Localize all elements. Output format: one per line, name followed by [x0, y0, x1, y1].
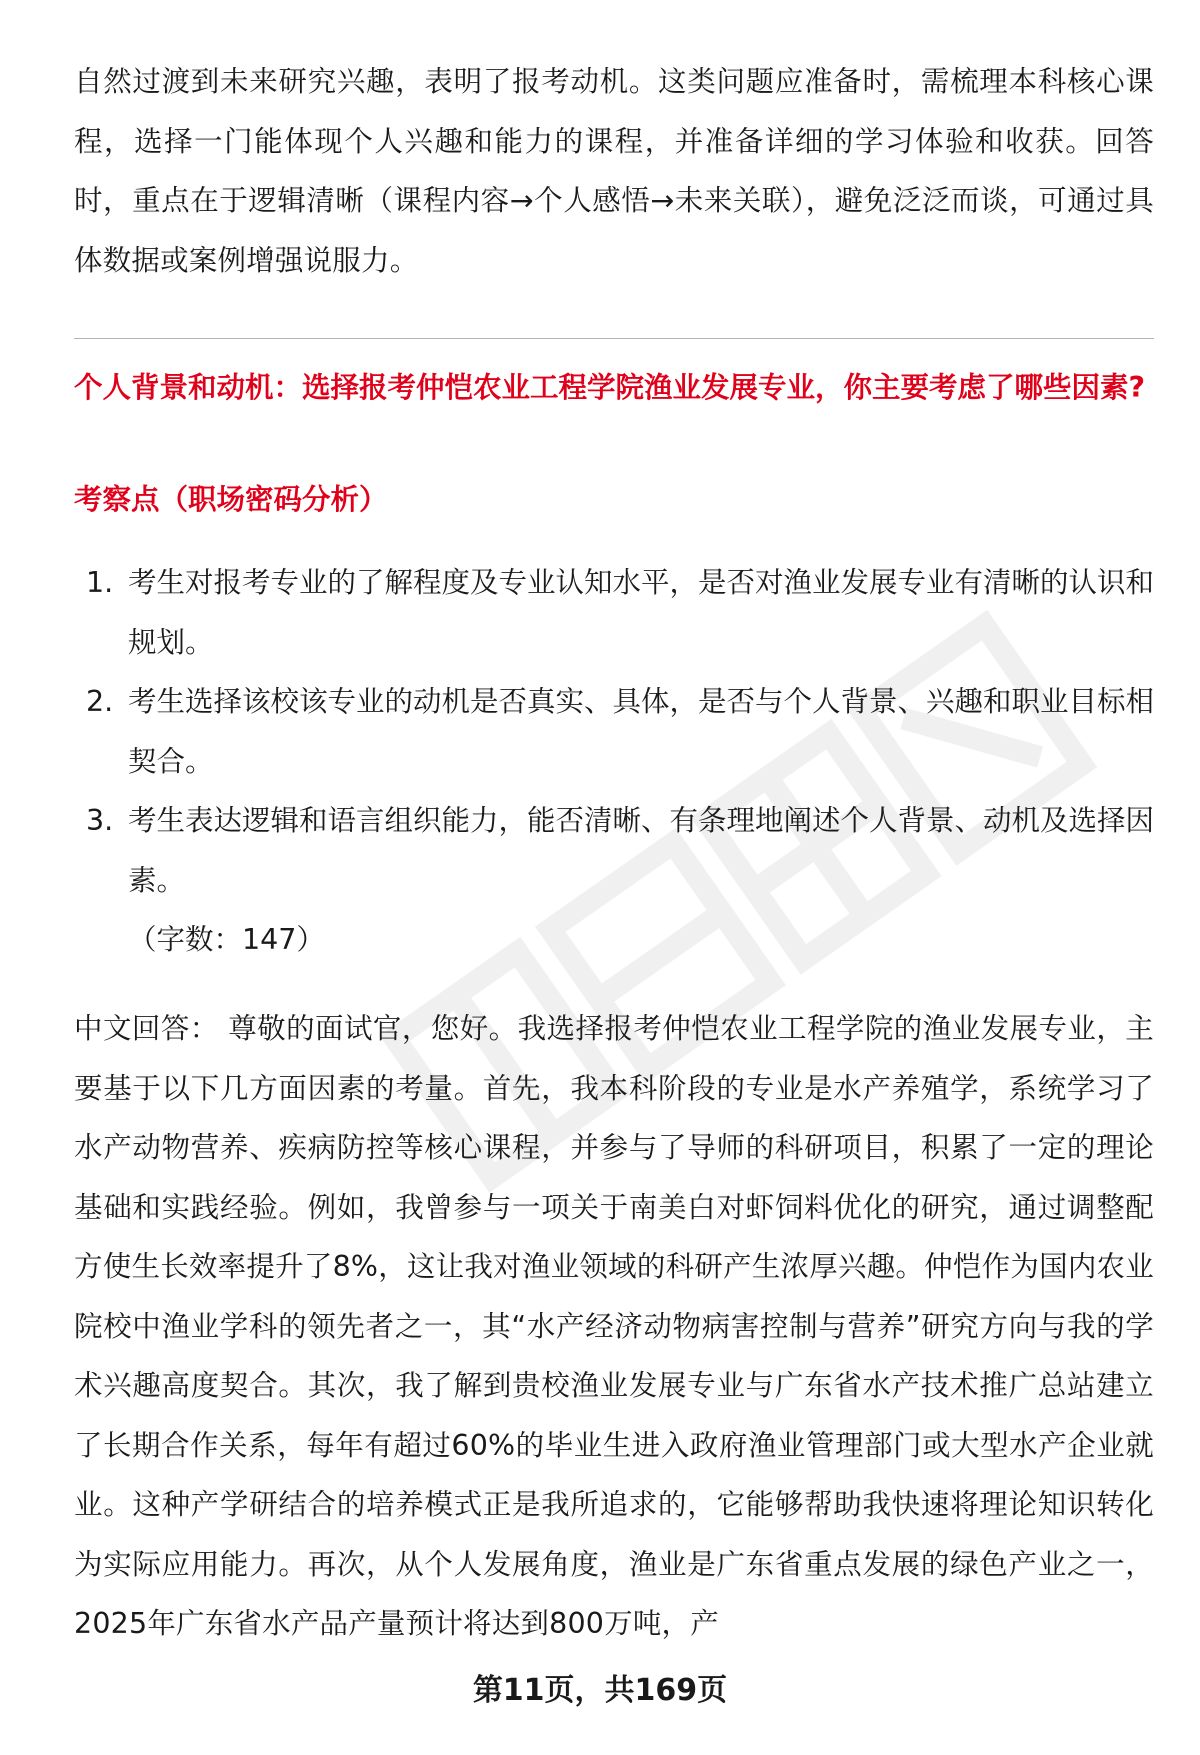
section-heading: 考察点（职场密码分析） — [74, 483, 388, 516]
list-item-number: 1. — [86, 566, 114, 599]
assessment-points-list — [74, 553, 1154, 910]
section-divider — [74, 338, 1154, 339]
list-item-number: 3. — [86, 804, 114, 837]
list-item — [74, 791, 1154, 910]
question-heading: 个人背景和动机：选择报考仲恺农业工程学院渔业发展专业，你主要考虑了哪些因素? — [74, 371, 1146, 404]
intro-paragraph: 自然过渡到未来研究兴趣，表明了报考动机。这类问题应准备时，需梳理本科核心课程，选择一门能体现个人兴趣和能力的课程，并准备详细的学习体验和收获。回答时，重点在于逻辑清晰（课程内容→个人感悟→未来关联），避免泛泛而谈，可通过具体数据或案例增强说服力。 — [74, 65, 1154, 277]
list-item-text: 考生对报考专业的了解程度及专业认知水平，是否对渔业发展专业有清晰的认识和规划。 — [128, 566, 1155, 659]
answer-paragraph: 中文回答： 尊敬的面试官，您好。我选择报考仲恺农业工程学院的渔业发展专业，主要基于以下几方面因素的考量。首先，我本科阶段的专业是水产养殖学，系统学习了水产动物营养、疾病防控等核心课程，并参与了导师的科研项目，积累了一定的理论基础和实践经验。例如，我曾参与一项关于南美白对虾饲料优化的研究，通过调整配方使生长效率提升了8%，这让我对渔业领域的科研产生浓厚兴趣。仲恺作为国内农业院校中渔业学科的领先者之一，其“水产经济动物病害控制与营养”研究方向与我的学术兴趣高度契合。其次，我了解到贵校渔业发展专业与广东省水产技术推广总站建立了长期合作关系，每年有超过60%的毕业生进入政府渔业管理部门或大型水产企业就业。这种产学研结合的培养模式正是我所追求的，它能够帮助我快速将理论知识转化为实际应用能力。再次，从个人发展角度，渔业是广东省重点发展的绿色产业之一，2025年广东省水产品产量预计将达到800万吨，产 — [74, 1012, 1154, 1640]
list-item — [74, 553, 1154, 672]
list-item-text: 考生选择该校该专业的动机是否真实、具体，是否与个人背景、兴趣和职业目标相契合。 — [128, 685, 1155, 778]
word-count: （字数：147） — [128, 923, 325, 956]
list-item-number: 2. — [86, 685, 114, 718]
list-item — [74, 672, 1154, 791]
page-footer: 第11页，共169页 — [472, 1673, 728, 1708]
list-item-text: 考生表达逻辑和语言组织能力，能否清晰、有条理地阐述个人背景、动机及选择因素。 — [128, 804, 1155, 897]
